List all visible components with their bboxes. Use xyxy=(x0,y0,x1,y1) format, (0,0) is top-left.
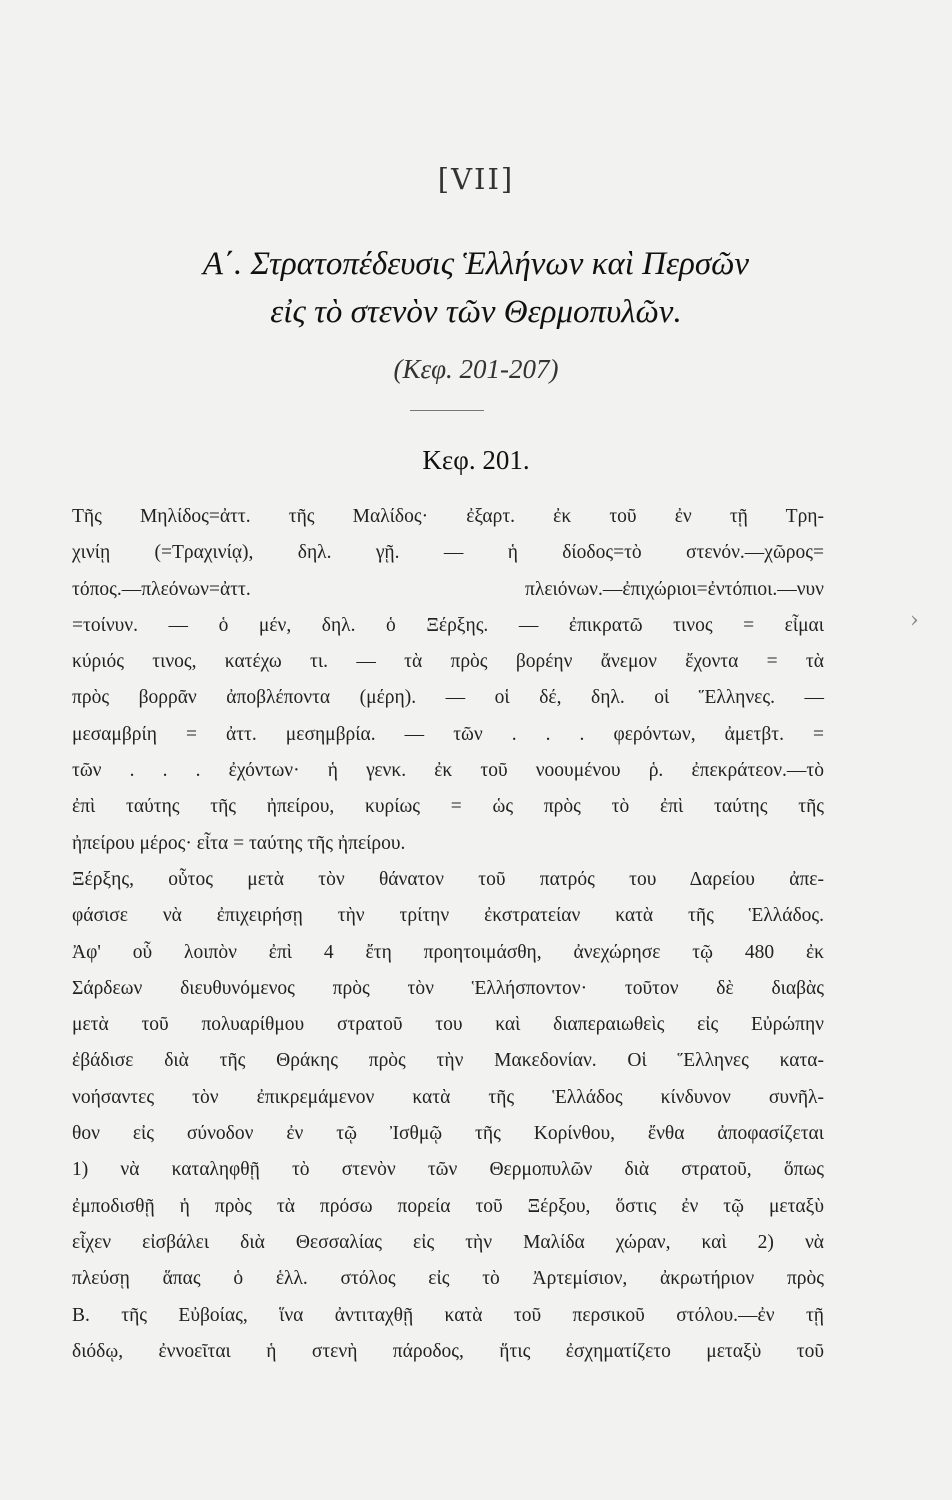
text-line: ἠπείρου μέρος· εἶτα = ταύτης τῆς ἠπείρου. xyxy=(72,832,406,854)
text-line: τόπος.—πλεόνων=ἀττ. πλειόνων.—ἐπιχώριοι=ἐντόπιοι.—νυν xyxy=(72,578,824,600)
commentary-text xyxy=(72,499,824,1370)
text-line: Ξέρξης, οὗτος μετὰ τὸν θάνατον τοῦ πατρός του Δαρείου ἀπε- xyxy=(72,868,824,890)
text-line: ἐπὶ ταύτης τῆς ἠπείρου, κυρίως = ὡς πρὸς τὸ ἐπὶ ταύτης τῆς xyxy=(72,796,824,818)
text-line: Β. τῆς Εὐβοίας, ἵνα ἀντιταχθῇ κατὰ τοῦ περσικοῦ στόλου.—ἐν τῇ xyxy=(72,1304,824,1326)
chapter-range: (Κεφ. 201-207) xyxy=(393,354,559,384)
text-line: =τοίνυν. — ὁ μέν, δηλ. ὁ Ξέρξης. — ἐπικρατῶ τινος = εἶμαι xyxy=(72,614,824,636)
text-line: φάσισε νὰ ἐπιχειρήσῃ τὴν τρίτην ἐκστρατείαν κατὰ τῆς Ἑλλάδος. xyxy=(72,905,824,927)
section-title xyxy=(60,240,892,336)
title-line-1: Α΄. Στρατοπέδευσις Ἑλλήνων καὶ Περσῶν xyxy=(202,246,750,282)
text-line: μεσαμβρίη = ἀττ. μεσημβρία. — τῶν . . . φερόντων, ἀμετβτ. = xyxy=(72,723,824,745)
text-line: τῶν . . . ἐχόντων· ἡ γενκ. ἐκ τοῦ νοουμένου ῥ. ἐπεκράτεον.—τὸ xyxy=(72,760,824,782)
text-line: Ἀφ' οὗ λοιπὸν ἐπὶ 4 ἔτη προητοιμάσθη, ἀνεχώρησε τῷ 480 ἐκ xyxy=(72,941,824,963)
text-line: κύριός τινος, κατέχω τι. — τὰ πρὸς βορέην ἄνεμον ἔχοντα = τὰ xyxy=(72,651,824,673)
text-line: Τῆς Μηλίδος=ἀττ. τῆς Μαλίδος· ἐξαρτ. ἐκ τοῦ ἐν τῇ Τρη- xyxy=(72,506,824,527)
chapter-heading: Κεφ. 201. xyxy=(422,445,530,475)
text-line: εἶχεν εἰσβάλει διὰ Θεσσαλίας εἰς τὴν Μαλίδα χώραν, καὶ 2) νὰ xyxy=(72,1231,824,1253)
text-line: πλεύσῃ ἅπας ὁ ἑλλ. στόλος εἰς τὸ Ἀρτεμίσιον, ἀκρωτήριον πρὸς xyxy=(72,1268,824,1290)
text-line: ἐμποδισθῇ ἡ πρὸς τὰ πρόσω πορεία τοῦ Ξέρξου, ὅστις ἐν τῷ μεταξὺ xyxy=(72,1195,824,1217)
text-line: μετὰ τοῦ πολυαρίθμου στρατοῦ του καὶ διαπεραιωθεὶς εἰς Εὐρώπην xyxy=(72,1014,824,1036)
text-line: πρὸς βορρᾶν ἀποβλέποντα (μέρη). — οἱ δέ, δηλ. οἱ Ἕλληνες. — xyxy=(72,687,824,709)
text-line: χινίῃ (=Τραχινίᾳ), δηλ. γῇ. — ἡ δίοδος=τὸ στενόν.—χῶρος= xyxy=(72,542,824,564)
title-line-2: εἰς τὸ στενὸν τῶν Θερμοπυλῶν. xyxy=(270,294,682,330)
text-line: ἐβάδισε διὰ τῆς Θράκης πρὸς τὴν Μακεδονίαν. Οἱ Ἕλληνες κατα- xyxy=(72,1050,824,1072)
text-line: Σάρδεων διευθυνόμενος πρὸς τὸν Ἑλλήσποντον· τοῦτον δὲ διαβὰς xyxy=(72,977,824,999)
text-line: 1) νὰ καταληφθῇ τὸ στενὸν τῶν Θερμοπυλῶν διὰ στρατοῦ, ὅπως xyxy=(72,1159,824,1181)
divider-rule xyxy=(410,410,484,411)
text-line: διόδῳ, ἐννοεῖται ἡ στενὴ πάροδος, ἥτις ἐσχηματίζετο μεταξὺ τοῦ xyxy=(72,1340,824,1362)
text-line: θον εἰς σύνοδον ἐν τῷ Ἰσθμῷ τῆς Κορίνθου, ἔνθα ἀποφασίζεται xyxy=(72,1123,824,1145)
text-line: νοήσαντες τὸν ἐπικρεμάμενον κατὰ τῆς Ἑλλάδος κίνδυνον συνῆλ- xyxy=(72,1086,824,1108)
page-edge-mark: › xyxy=(910,608,919,633)
part-number: [VII] xyxy=(437,162,515,196)
